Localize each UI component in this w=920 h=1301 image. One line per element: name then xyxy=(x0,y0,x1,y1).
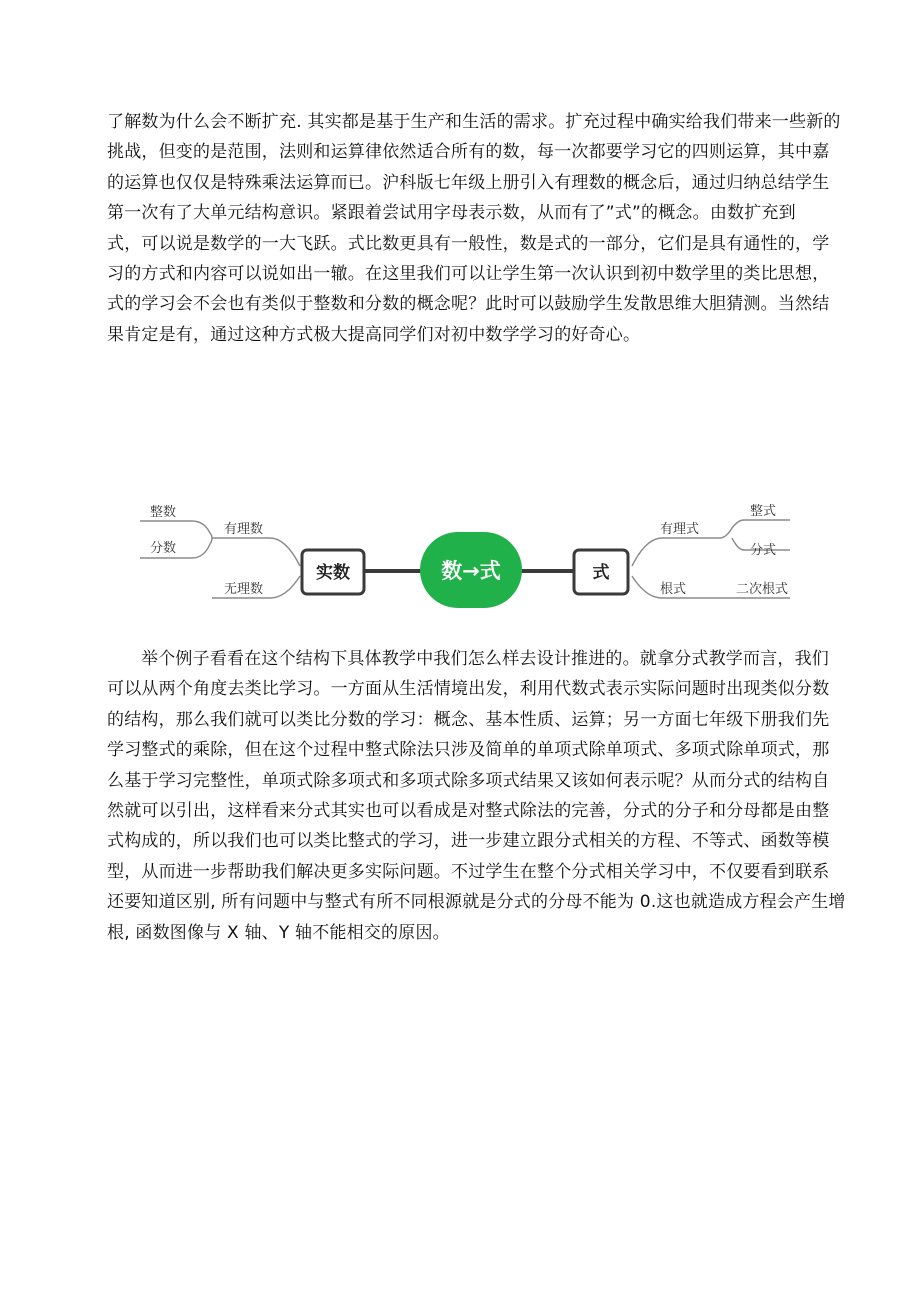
center-label: 数→式 xyxy=(441,559,501,583)
paragraph-line: 还要知道区别, 所有问题中与整式有所不同根源就是分式的分母不能为 0.这也就造成方程会产生增 xyxy=(107,892,846,913)
expression-label: 式 xyxy=(592,563,610,583)
paragraph-line: 了解数为什么会不断扩充. 其实都是基于生产和生活的需求。扩充过程中确实给我们带来一些新的 xyxy=(107,112,841,132)
paragraph-line: 型，从而进一步帮助我们解决更多实际问题。不过学生在整个分式相关学习中，不仅要看到联系 xyxy=(107,861,830,882)
paragraph-line: 挑战，但变的是范围，法则和运算律依然适合所有的数，每一次都要学习它的四则运算，其中嘉 xyxy=(107,142,830,163)
leaf-quadratic-radical: 二次根式 xyxy=(736,582,789,597)
paragraph-line: 举个例子看看在这个结构下具体教学中我们怎么样去设计推进的。就拿分式教学而言，我们 xyxy=(141,649,829,669)
paragraph-line: 式，可以说是数学的一大飞跃。式比数更具有一般性，数是式的一部分，它们是具有通性的，学 xyxy=(107,233,830,254)
paragraph-intro xyxy=(107,107,841,350)
real-number-label: 实数 xyxy=(316,563,350,583)
paragraph-line: 式构成的，所以我们也可以类比整式的学习，进一步建立跟分式相关的方程、不等式、函数等模 xyxy=(107,831,830,852)
leaf-integer: 整数 xyxy=(150,505,177,520)
paragraph-line: 的结构，那么我们就可以类比分数的学习：概念、基本性质、运算；另一方面七年级下册我们先 xyxy=(107,709,830,730)
branch-rational-expression: 有理式 xyxy=(660,522,700,537)
paragraph-line: 可以从两个角度去类比学习。一方面从生活情境出发，利用代数式表示实际问题时出现类似分数 xyxy=(107,679,830,700)
mind-map-diagram xyxy=(130,488,810,618)
leaf-fraction: 分数 xyxy=(150,541,177,556)
paragraph-line: 然就可以引出，这样看来分式其实也可以看成是对整式除法的完善，分式的分子和分母都是由整 xyxy=(107,801,830,822)
left-connectors xyxy=(140,521,300,598)
paragraph-line: 么基于学习完整性，单项式除多项式和多项式除多项式结果又该如何表示呢？从而分式的结构自 xyxy=(107,770,830,791)
branch-radical: 根式 xyxy=(660,582,687,597)
leaf-fractional-expression: 分式 xyxy=(750,543,777,558)
paragraph-line: 习的方式和内容可以说如出一辙。在这里我们可以让学生第一次认识到初中数学里的类比思想， xyxy=(107,264,830,285)
branch-irrational: 无理数 xyxy=(224,582,264,597)
paragraph-line: 的运算也仅仅是特殊乘法运算而已。沪科版七年级上册引入有理数的概念后，通过归纳总结学生 xyxy=(107,172,830,193)
paragraph-line: 学习整式的乘除，但在这个过程中整式除法只涉及简单的单项式除单项式、多项式除单项式，那 xyxy=(107,740,830,761)
paragraph-line: 根, 函数图像与 X 轴、Y 轴不能相交的原因。 xyxy=(107,922,450,943)
paragraph-line: 式的学习会不会也有类似于整数和分数的概念呢？此时可以鼓励学生发散思维大胆猜测。当然结 xyxy=(107,294,830,315)
paragraph-line: 果肯定是有，通过这种方式极大提高同学们对初中数学学习的好奇心。 xyxy=(107,324,641,345)
leaf-polynomial: 整式 xyxy=(750,504,777,519)
paragraph-example xyxy=(107,644,846,948)
paragraph-line: 第一次有了大单元结构意识。紧跟着尝试用字母表示数，从而有了”式”的概念。由数扩充到 xyxy=(107,203,796,224)
branch-rational: 有理数 xyxy=(224,522,264,537)
